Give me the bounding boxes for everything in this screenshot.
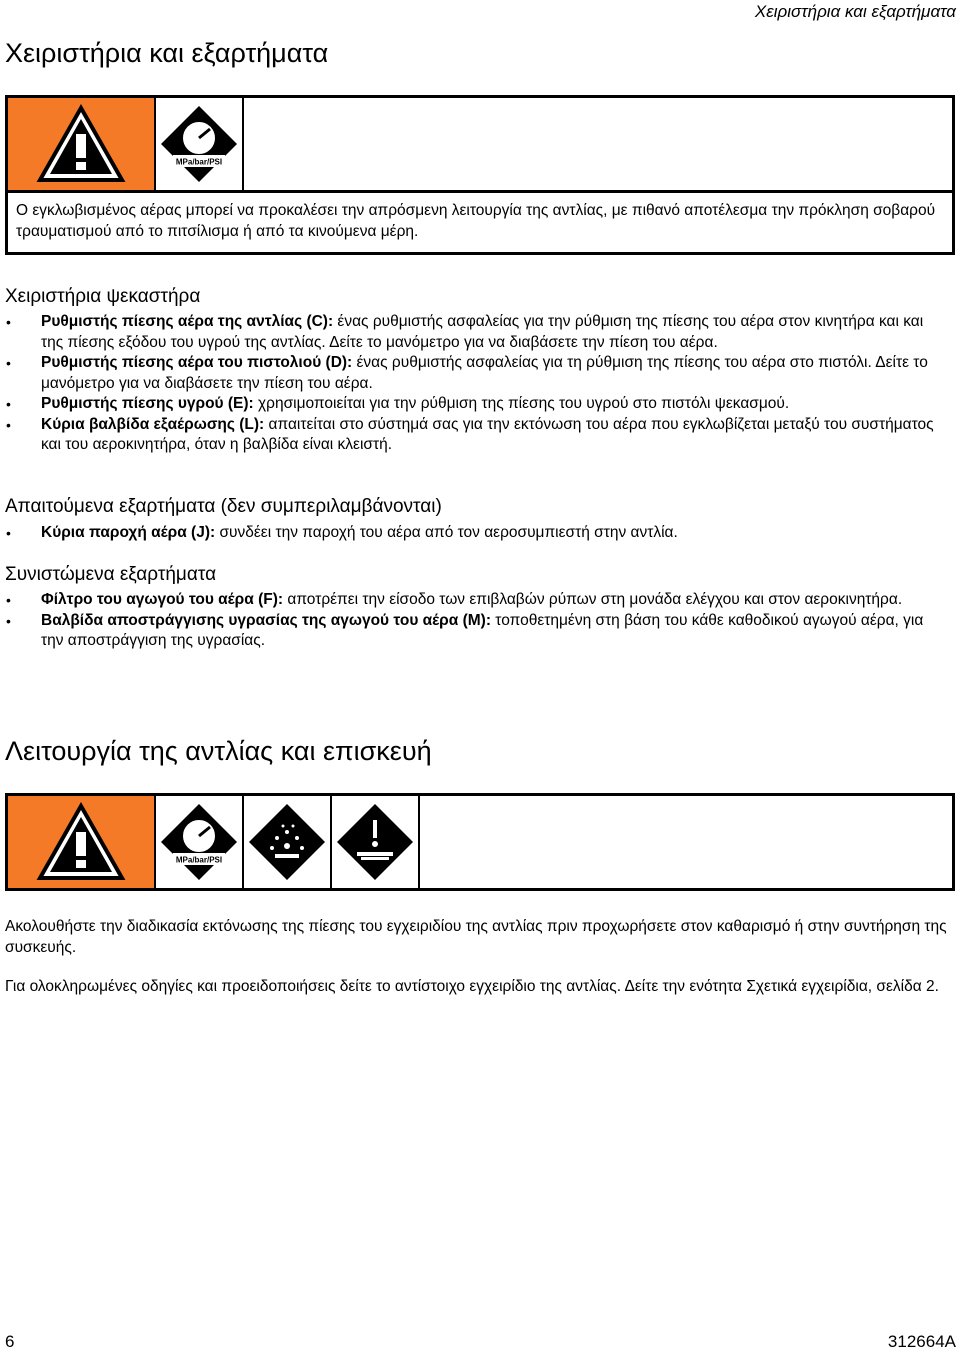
item-text: τοποθετημένη στη βάση του κάθε καθοδικού αγωγού αέρα, για την αποστράγγιση της υγρασίας. <box>41 611 924 649</box>
relief-procedure-paragraph: Ακολουθήστε την διαδικασία εκτόνωσης της πίεσης του εγχειριδίου της αντλίας πριν προχωρήσετε στον καθαρισμό ή στην συντήρηση της συσκευής. <box>5 918 947 956</box>
item-term: Βαλβίδα αποστράγγισης υγρασίας της αγωγού του αέρα (M): <box>41 611 491 629</box>
item-text: αποτρέπει την είσοδο των επιβλαβών ρύπων στη μονάδα ελέγχου και στον αεροκινητήρα. <box>283 591 903 608</box>
pressure-gauge-cell <box>156 796 244 888</box>
sprayer-controls-list <box>5 312 940 456</box>
skin-injection-cell <box>332 796 420 888</box>
gauge-unit-label: MPa/bar/PSI <box>175 855 223 865</box>
subsection-title-recommended: Συνιστώμενα εξαρτήματα <box>5 564 217 585</box>
pressure-gauge-icon <box>159 104 239 184</box>
warning-box-operation <box>5 793 955 891</box>
reference-paragraph: Για ολοκληρωμένες οδηγίες και προειδοποιήσεις δείτε το αντίστοιχο εγχειρίδιο της αντλίας. Δείτε την ενότητα Σχετικά εγχειρίδια, σελίδα 2. <box>5 978 939 995</box>
list-item <box>5 611 940 652</box>
item-text: απαιτείται στο σύστημά σας για την εκτόνωση του αέρα που εγκλωβίζεται μεταξύ του συστήματος και του αεροκινητήρα, όταν η βαλβίδα είναι κλειστή. <box>41 415 934 453</box>
required-list <box>5 523 940 544</box>
section-title-operation: Λειτουργία της αντλίας και επισκευή <box>5 736 432 766</box>
injection-splash-cell <box>244 796 332 888</box>
list-item <box>5 590 940 611</box>
warning-box-air <box>5 95 955 255</box>
injection-splash-icon <box>247 802 327 882</box>
subsection-title-sprayer-controls: Χειριστήρια ψεκαστήρα <box>5 286 201 307</box>
warning-triangle-cell <box>8 796 156 888</box>
warning-triangle-cell <box>8 98 156 190</box>
list-item <box>5 523 940 544</box>
pressure-gauge-cell <box>156 98 244 190</box>
item-term: Κύρια βαλβίδα εξαέρωσης (L): <box>41 415 265 433</box>
list-item <box>5 415 940 456</box>
recommended-list <box>5 590 940 652</box>
item-term: Ρυθμιστής πίεσης αέρα του πιστολιού (D): <box>41 354 353 371</box>
running-title: Χειριστήρια και εξαρτήματα <box>754 2 956 21</box>
warning-triangle-icon <box>36 802 126 882</box>
page-number: 6 <box>5 1332 15 1351</box>
gauge-unit-label: MPa/bar/PSI <box>175 157 223 167</box>
item-text: συνδέει την παροχή του αέρα από τον αεροσυμπιεστή στην αντλία. <box>215 524 678 541</box>
item-text: ένας ρυθμιστής ασφαλείας για τη ρύθμιση της πίεσης του αέρα στο πιστόλι. Δείτε το μανόμετρο για να διαβάσετε την πίεση του αέρα. <box>41 354 928 392</box>
warning-triangle-icon <box>36 104 126 184</box>
item-term: Κύρια παροχή αέρα (J): <box>41 524 216 541</box>
list-item <box>5 353 940 394</box>
skin-injection-icon <box>335 802 415 882</box>
list-item <box>5 312 940 353</box>
item-term: Ρυθμιστής πίεσης αέρα της αντλίας (C): <box>41 313 334 330</box>
document-number: 312664A <box>887 1332 956 1351</box>
subsection-title-required: Απαιτούμενα εξαρτήματα (δεν συμπεριλαμβάνονται) <box>5 496 442 517</box>
item-text: ένας ρυθμιστής ασφαλείας για την ρύθμιση της πίεσης του αέρα στον κινητήρα και και της πίεσης εξόδου του υγρού της αντλίας. Δείτε το μανόμετρο για να διαβάσετε την πίεση του αέρα. <box>41 313 924 351</box>
warning-text: Ο εγκλωβισμένος αέρας μπορεί να προκαλέσει την απρόσμενη λειτουργία της αντλίας, με πιθανό αποτέλεσμα την πρόκληση σοβαρού τραυματισμού από το πιτσίλισμα ή από τα κινούμενα μέρη. <box>8 190 952 252</box>
item-term: Ρυθμιστής πίεσης υγρού (E): <box>41 395 254 412</box>
item-text: χρησιμοποιείται για την ρύθμιση της πίεσης του υγρού στο πιστόλι ψεκασμού. <box>253 395 790 412</box>
item-term: Φίλτρο του αγωγού του αέρα (F): <box>41 591 284 608</box>
list-item <box>5 394 940 415</box>
pressure-gauge-icon <box>159 802 239 882</box>
section-title-controls: Χειριστήρια και εξαρτήματα <box>5 38 329 68</box>
